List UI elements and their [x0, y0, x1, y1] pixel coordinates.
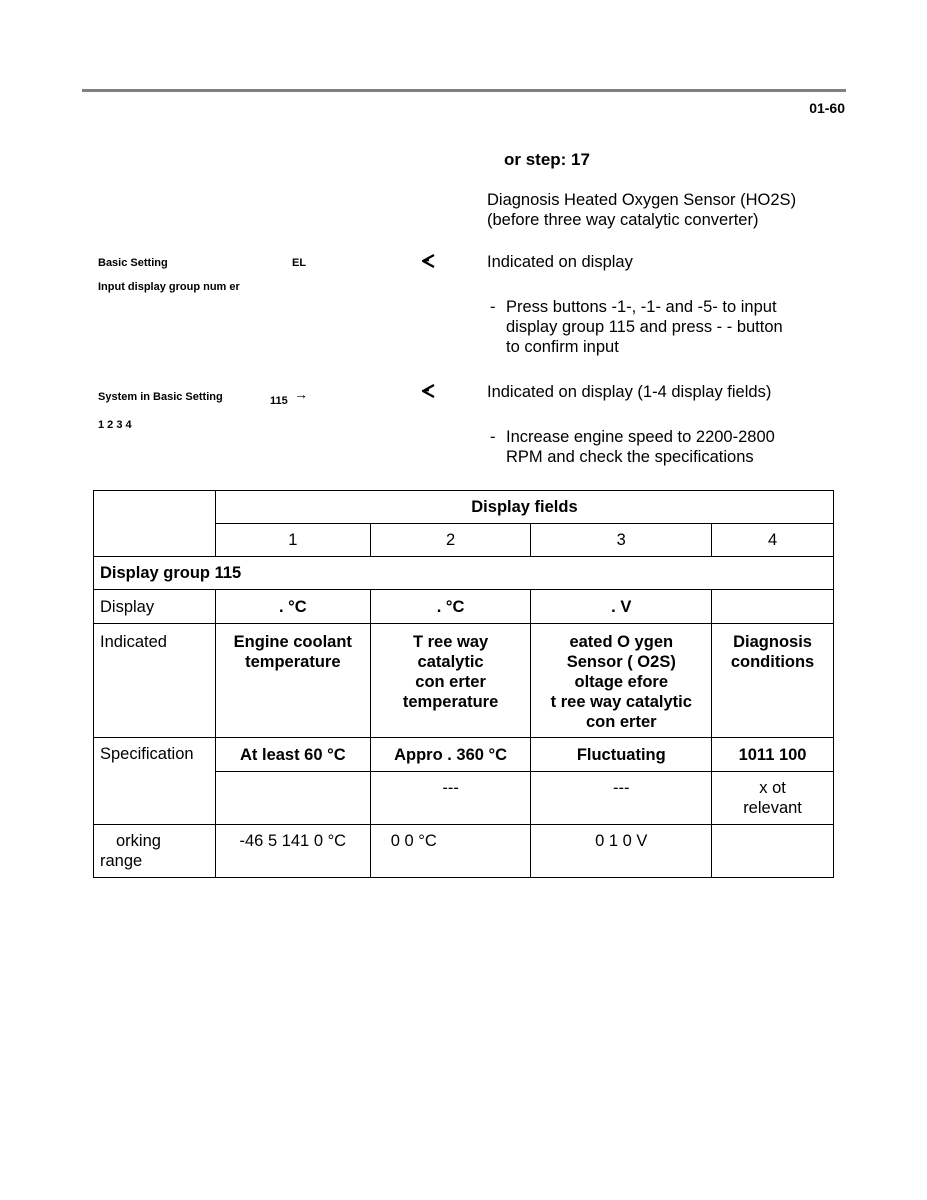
indicated-line: Diagnosis	[733, 633, 812, 651]
bullet-line: display group 115 and press - - button	[506, 318, 783, 336]
pointer-arrow-icon	[420, 383, 436, 399]
step-heading: or step: 17	[504, 150, 590, 169]
indicated-line: temperature	[245, 653, 341, 671]
row-label: Specification	[94, 738, 216, 825]
right-arrow-icon: →	[294, 386, 308, 402]
specification-cell	[215, 772, 370, 825]
bullet-dash: -	[490, 298, 496, 316]
indicated-cell	[712, 624, 834, 738]
indicated-line: Sensor ( O2S)	[566, 653, 676, 671]
display-screen-label: Basic Setting	[98, 257, 168, 269]
indicated-cell	[531, 624, 712, 738]
indicated-line: con erter	[415, 673, 486, 691]
row-label: Indicated	[94, 624, 216, 738]
intro-line-1: Diagnosis Heated Oxygen Sensor (HO2S)	[487, 191, 797, 209]
table-row-display	[94, 590, 834, 624]
table-row-working-range	[94, 825, 834, 878]
indicated-line: conditions	[730, 653, 815, 671]
working-range-cell: 0 1 0 V	[531, 825, 712, 878]
row-label: Display	[94, 590, 216, 624]
display-screen-line2: Input display group num er	[98, 281, 240, 293]
specification-line: relevant	[743, 799, 802, 817]
specification-cell: ---	[370, 772, 531, 825]
display-screen-code: EL	[292, 257, 307, 269]
header-rule	[82, 89, 846, 92]
table-corner-cell	[94, 491, 216, 557]
field-number: 2	[370, 524, 531, 557]
row-label-line: range	[100, 852, 143, 870]
instruction-bullet-2	[490, 427, 830, 467]
indicated-cell	[215, 624, 370, 738]
working-range-cell	[712, 825, 834, 878]
bullet-dash: -	[490, 428, 496, 446]
display-group-title: Display group 115	[94, 557, 834, 590]
indicated-text-2: Indicated on display (1-4 display fields)	[487, 383, 772, 401]
display-unit-cell: . °C	[370, 590, 531, 624]
indicated-text-1: Indicated on display	[487, 253, 633, 271]
working-range-cell: -46 5 141 0 °C	[215, 825, 370, 878]
specification-cell: ---	[531, 772, 712, 825]
indicated-cell	[370, 624, 531, 738]
bullet-line: RPM and check the specifications	[506, 448, 754, 466]
specification-cell	[712, 772, 834, 825]
specification-cell: At least 60 °C	[215, 738, 370, 772]
indicated-line: eated O ygen	[569, 633, 674, 651]
indicated-line: T ree way	[412, 633, 489, 651]
indicated-line: con erter	[585, 713, 657, 731]
field-number: 3	[531, 524, 712, 557]
indicated-line: Engine coolant	[233, 633, 352, 651]
instruction-bullet-1	[490, 297, 830, 357]
group-title-row	[94, 557, 834, 590]
display-unit-cell: . °C	[215, 590, 370, 624]
bullet-line: Press buttons -1-, -1- and -5- to input	[506, 298, 777, 316]
display-fields-header: Display fields	[215, 491, 833, 524]
indicated-line: catalytic	[417, 653, 484, 671]
indicated-line: temperature	[402, 693, 499, 711]
table-row-indicated	[94, 624, 834, 738]
specification-cell: Fluctuating	[531, 738, 712, 772]
specification-line: x ot	[759, 779, 786, 797]
intro-text	[487, 190, 796, 230]
page-number: 01-60	[809, 100, 845, 116]
specification-cell: Appro . 360 °C	[370, 738, 531, 772]
row-label	[94, 825, 216, 878]
pointer-arrow-icon	[420, 253, 436, 269]
display-unit-cell	[712, 590, 834, 624]
display-unit-cell: . V	[531, 590, 712, 624]
field-number: 4	[712, 524, 834, 557]
bullet-line: Increase engine speed to 2200-2800	[506, 428, 775, 446]
display-screen-group: 115	[270, 395, 288, 407]
indicated-line: oltage efore	[574, 673, 669, 691]
display-screen-label: System in Basic Setting	[98, 391, 223, 403]
intro-line-2: (before three way catalytic converter)	[487, 211, 759, 229]
indicated-line: t ree way catalytic	[550, 693, 692, 711]
table-header-row	[94, 491, 834, 524]
display-fields-table	[93, 490, 834, 878]
display-screen-fields: 1 2 3 4	[98, 419, 132, 431]
row-label-line: orking	[116, 832, 161, 850]
table-row-specification	[94, 738, 834, 772]
bullet-line: to confirm input	[506, 338, 619, 356]
working-range-cell: 0 0 °C	[370, 825, 531, 878]
field-number: 1	[215, 524, 370, 557]
specification-cell: 1011 100	[712, 738, 834, 772]
